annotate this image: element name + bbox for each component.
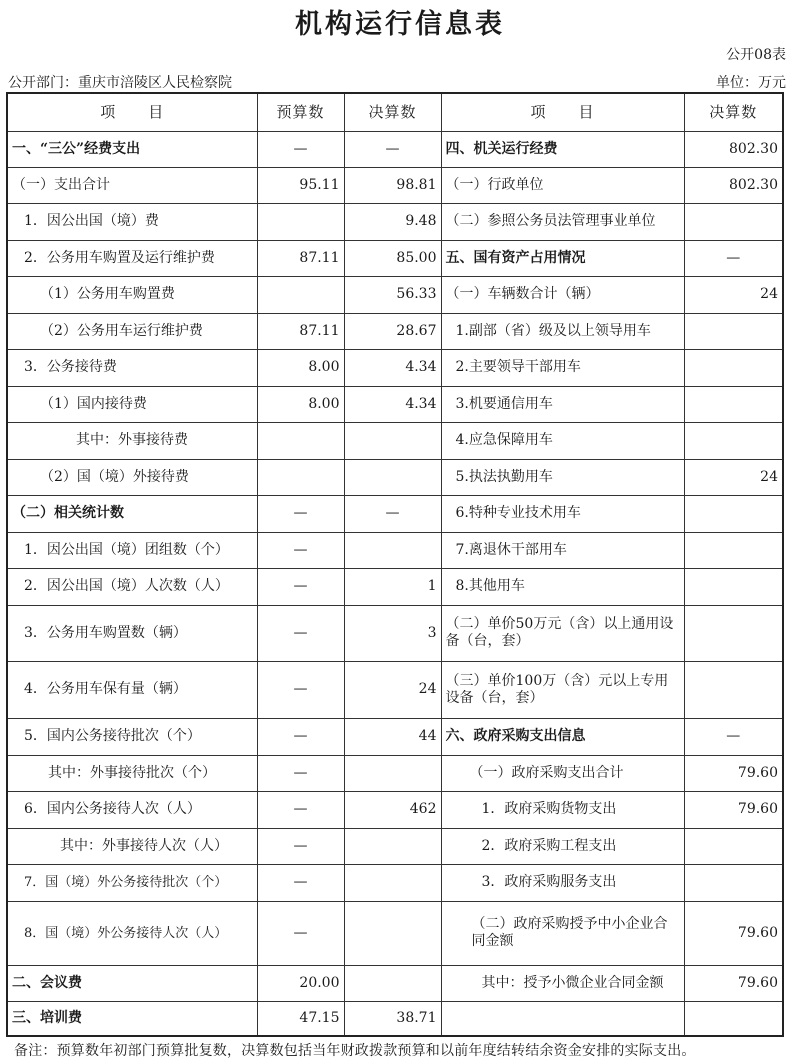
- left-item: 2．因公出国（境）人次数（人）: [7, 568, 257, 605]
- right-item: 六、政府采购支出信息: [441, 718, 684, 755]
- right-item: （一）行政单位: [441, 167, 684, 203]
- left-item: 4．公务用车保有量（辆）: [7, 661, 257, 718]
- table-row: [7, 828, 783, 864]
- left-item: 3．公务用车购置数（辆）: [7, 605, 257, 661]
- right-item: 5.执法执勤用车: [441, 459, 684, 495]
- table-row: [7, 422, 783, 459]
- right-item: （二）单价50万元（含）以上通用设备（台，套）: [441, 605, 684, 661]
- right-value: 79.60: [684, 755, 783, 791]
- final-value: 98.81: [344, 167, 441, 203]
- budget-value: —: [257, 495, 344, 532]
- left-item: 其中：外事接待批次（个）: [7, 755, 257, 791]
- header-item-right: 项 目: [441, 93, 684, 131]
- left-item: 1．因公出国（境）团组数（个）: [7, 532, 257, 568]
- table-row: [7, 864, 783, 901]
- left-item: （1）公务用车购置费: [7, 276, 257, 313]
- right-item: 6.特种专业技术用车: [441, 495, 684, 532]
- budget-value: 47.15: [257, 1001, 344, 1036]
- final-value: [344, 422, 441, 459]
- table-row: [7, 791, 783, 828]
- budget-value: 8.00: [257, 349, 344, 386]
- right-item: 7.离退休干部用车: [441, 532, 684, 568]
- right-value: [684, 349, 783, 386]
- left-item: 其中：外事接待人次（人）: [7, 828, 257, 864]
- left-item: （1）国内接待费: [7, 386, 257, 422]
- right-item: （二）参照公务员法管理事业单位: [441, 203, 684, 240]
- table-row: [7, 386, 783, 422]
- table-row: [7, 313, 783, 349]
- header-final-right: 决算数: [684, 93, 783, 131]
- final-value: [344, 459, 441, 495]
- left-item: （二）相关统计数: [7, 495, 257, 532]
- left-item: （一）支出合计: [7, 167, 257, 203]
- budget-value: 8.00: [257, 386, 344, 422]
- table-row: [7, 661, 783, 718]
- right-value: [684, 568, 783, 605]
- left-item: 1．因公出国（境）费: [7, 203, 257, 240]
- final-value: 4.34: [344, 386, 441, 422]
- budget-value: —: [257, 532, 344, 568]
- table-row: [7, 568, 783, 605]
- left-item: 一、“三公”经费支出: [7, 131, 257, 167]
- budget-value: 20.00: [257, 965, 344, 1001]
- right-item: 其中：授予小微企业合同金额: [441, 965, 684, 1001]
- form-number: 公开08表: [726, 47, 786, 63]
- final-value: [344, 755, 441, 791]
- budget-value: —: [257, 568, 344, 605]
- right-value: 24: [684, 276, 783, 313]
- left-item: （2）国（境）外接待费: [7, 459, 257, 495]
- right-value: —: [684, 718, 783, 755]
- final-value: [344, 828, 441, 864]
- final-value: [344, 532, 441, 568]
- right-value: [684, 313, 783, 349]
- left-item: 7．国（境）外公务接待批次（个）: [7, 864, 257, 901]
- right-value: —: [684, 240, 783, 276]
- budget-value: [257, 459, 344, 495]
- right-item: （二）政府采购授予中小企业合同金额: [441, 901, 684, 965]
- final-value: 44: [344, 718, 441, 755]
- final-value: —: [344, 495, 441, 532]
- right-value: 802.30: [684, 167, 783, 203]
- unit-label: 单位：万元: [716, 75, 786, 91]
- table-row: [7, 349, 783, 386]
- right-item: （三）单价100万（含）元以上专用设备（台，套）: [441, 661, 684, 718]
- right-value: [684, 661, 783, 718]
- budget-value: —: [257, 131, 344, 167]
- table-row: [7, 755, 783, 791]
- right-item: 3.机要通信用车: [441, 386, 684, 422]
- department-label: 公开部门：重庆市涪陵区人民检察院: [8, 75, 232, 91]
- table-row: [7, 1001, 783, 1036]
- left-item: 5．国内公务接待批次（个）: [7, 718, 257, 755]
- final-value: 3: [344, 605, 441, 661]
- budget-value: —: [257, 828, 344, 864]
- left-item: 其中：外事接待费: [7, 422, 257, 459]
- right-item: 3．政府采购服务支出: [441, 864, 684, 901]
- right-value: 79.60: [684, 791, 783, 828]
- right-value: 79.60: [684, 965, 783, 1001]
- budget-value: —: [257, 755, 344, 791]
- left-item: 二、会议费: [7, 965, 257, 1001]
- right-value: [684, 422, 783, 459]
- right-value: 79.60: [684, 901, 783, 965]
- right-value: 802.30: [684, 131, 783, 167]
- final-value: 85.00: [344, 240, 441, 276]
- left-item: 2．公务用车购置及运行维护费: [7, 240, 257, 276]
- right-item: （一）政府采购支出合计: [441, 755, 684, 791]
- table-row: [7, 718, 783, 755]
- right-item: 五、国有资产占用情况: [441, 240, 684, 276]
- right-value: [684, 864, 783, 901]
- budget-value: —: [257, 791, 344, 828]
- final-value: 1: [344, 568, 441, 605]
- left-item: （2）公务用车运行维护费: [7, 313, 257, 349]
- final-value: —: [344, 131, 441, 167]
- budget-value: —: [257, 718, 344, 755]
- final-value: 24: [344, 661, 441, 718]
- right-item: （一）车辆数合计（辆）: [441, 276, 684, 313]
- right-value: [684, 495, 783, 532]
- table-header-row: [7, 93, 783, 131]
- budget-value: [257, 422, 344, 459]
- final-value: [344, 901, 441, 965]
- right-value: [684, 605, 783, 661]
- right-item: 1.副部（省）级及以上领导用车: [441, 313, 684, 349]
- right-item: [441, 1001, 684, 1036]
- table-row: [7, 240, 783, 276]
- budget-value: 95.11: [257, 167, 344, 203]
- right-item: 8.其他用车: [441, 568, 684, 605]
- final-value: 38.71: [344, 1001, 441, 1036]
- right-value: [684, 1001, 783, 1036]
- header-item-left: 项 目: [7, 93, 257, 131]
- left-item: 三、培训费: [7, 1001, 257, 1036]
- right-item: 4.应急保障用车: [441, 422, 684, 459]
- final-value: [344, 864, 441, 901]
- right-value: [684, 203, 783, 240]
- final-value: 4.34: [344, 349, 441, 386]
- right-value: 24: [684, 459, 783, 495]
- table-row: [7, 459, 783, 495]
- table-row: [7, 167, 783, 203]
- final-value: 9.48: [344, 203, 441, 240]
- right-value: [684, 532, 783, 568]
- budget-value: 87.11: [257, 240, 344, 276]
- right-item: 2．政府采购工程支出: [441, 828, 684, 864]
- left-item: 8．国（境）外公务接待人次（人）: [7, 901, 257, 965]
- page-title: 机构运行信息表: [295, 9, 505, 40]
- table-row: [7, 131, 783, 167]
- table-row: [7, 495, 783, 532]
- table-row: [7, 532, 783, 568]
- budget-value: —: [257, 605, 344, 661]
- right-value: [684, 386, 783, 422]
- right-item: 2.主要领导干部用车: [441, 349, 684, 386]
- budget-value: [257, 276, 344, 313]
- info-table: [6, 92, 784, 1037]
- left-item: 6．国内公务接待人次（人）: [7, 791, 257, 828]
- header-budget: 预算数: [257, 93, 344, 131]
- right-item: 四、机关运行经费: [441, 131, 684, 167]
- budget-value: —: [257, 661, 344, 718]
- table-row: [7, 605, 783, 661]
- right-item: 1．政府采购货物支出: [441, 791, 684, 828]
- right-value: [684, 828, 783, 864]
- footnote: 备注：预算数年初部门预算批复数，决算数包括当年财政拨款预算和以前年度结转结余资金安排的实际支出。: [14, 1043, 696, 1059]
- header-final: 决算数: [344, 93, 441, 131]
- table-row: [7, 203, 783, 240]
- budget-value: 87.11: [257, 313, 344, 349]
- final-value: 28.67: [344, 313, 441, 349]
- budget-value: —: [257, 864, 344, 901]
- final-value: [344, 965, 441, 1001]
- left-item: 3．公务接待费: [7, 349, 257, 386]
- table-row: [7, 965, 783, 1001]
- final-value: 462: [344, 791, 441, 828]
- table-row: [7, 901, 783, 965]
- budget-value: [257, 203, 344, 240]
- final-value: 56.33: [344, 276, 441, 313]
- table-row: [7, 276, 783, 313]
- budget-value: —: [257, 901, 344, 965]
